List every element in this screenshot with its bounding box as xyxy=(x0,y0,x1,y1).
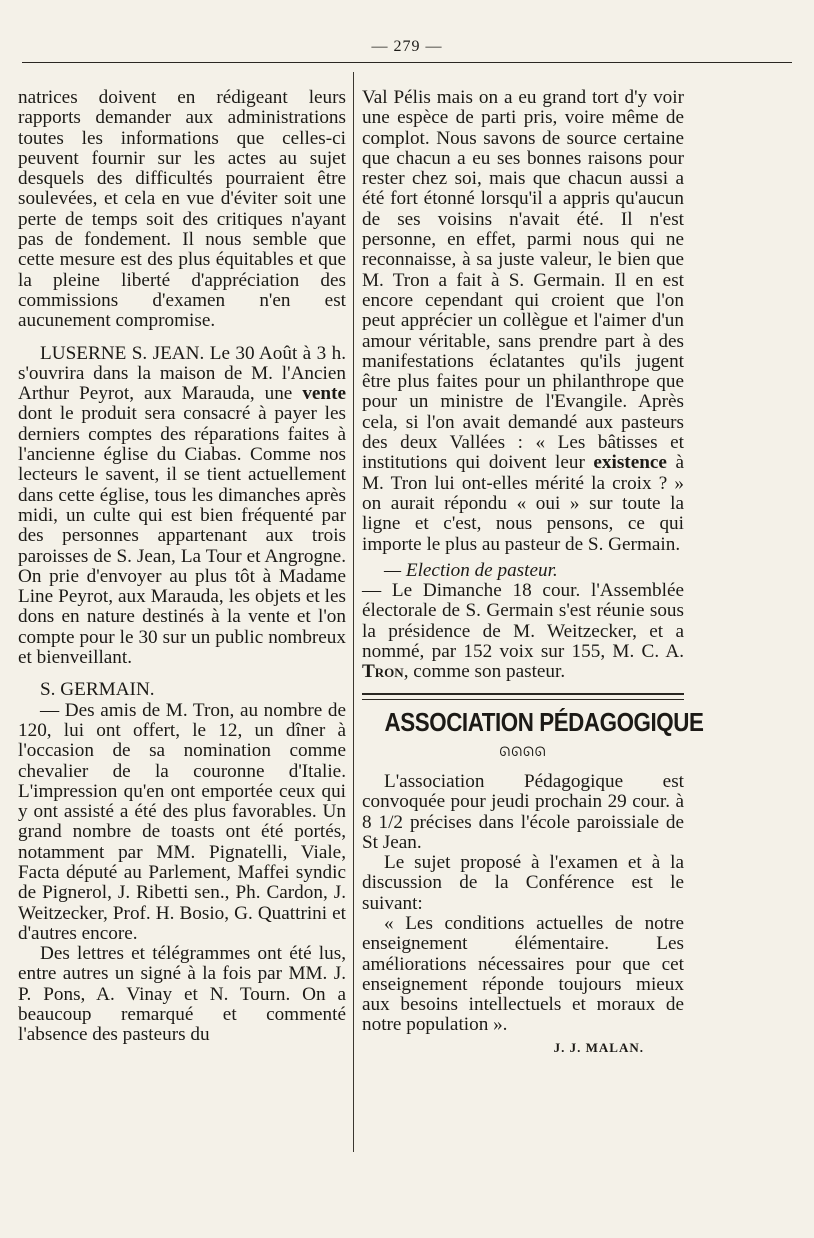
luserne-heading: LUSERNE S. JEAN. xyxy=(40,342,205,364)
header-rule xyxy=(22,62,792,63)
left-column xyxy=(18,88,346,1046)
luserne-bold-word: vente xyxy=(302,383,346,405)
association-paragraph-3: « Les conditions actuelles de notre enseignement élémentaire. Les améliorations nécessaires pour que cet enseignement réponde toujours mieux aux besoins intellectuels et moraux de notre population ». xyxy=(362,912,684,1036)
luserne-text-a: Le 30 Août à 3 h. s'ouvrira dans la maison de M. l'Ancien Arthur Peyrot, aux Marauda, une xyxy=(18,342,346,405)
election-heading: — Election de pasteur. xyxy=(384,559,558,581)
ornament-divider: ᘏᘏᘏᘏ xyxy=(499,743,547,759)
luserne-text-b: dont le produit sera consacré à payer les derniers comptes des réparations faites à l'ancienne église du Ciabas. Comme nos lecteurs le savent, il se tient actuellement dans cette église, tous les dimanches après midi, un culte qui est bien fréquenté par des personnes appartenant aux trois paroisses de S. Jean, La Tour et Angrogne. On prie d'envoyer au plus tôt à Madame Line Peyrot, aux Marauda, les objets et les dons en nature destinés à la vente et l'on compte pour le 30 sur un public nombreux et bienveillant. xyxy=(18,403,346,669)
election-name: Tron xyxy=(362,661,404,683)
right-text-b: à M. Tron lui ont-elles mérité la croix ? » on aurait répondu « oui » sur toute la ligne et c'est, nous pensons, ce qui importe le plus au pasteur de S. Germain. xyxy=(362,452,684,555)
right-column xyxy=(362,87,704,1058)
association-paragraph-1: L'association Pédagogique est convoquée pour jeudi prochain 29 cour. à 8 1/2 précises dans l'école paroissiale de St Jean. xyxy=(362,770,684,853)
continued-paragraph-right xyxy=(362,88,684,555)
association-title: ASSOCIATION PÉDAGOGIQUE xyxy=(384,706,704,737)
election-text xyxy=(362,581,684,682)
election-text-a: — Le Dimanche 18 cour. l'Assemblée électorale de S. Germain s'est réunie sous la présidence de M. Weitzecker, et a nommé, par 152 voix sur 155, M. C. A. xyxy=(362,580,684,663)
germain-heading: S. GERMAIN. xyxy=(40,679,155,701)
section-double-rule xyxy=(362,693,684,700)
column-divider xyxy=(353,72,354,1152)
right-text-a: Val Pélis mais on a eu grand tort d'y voir une espèce de parti pris, voire même de complot. Nous savons de source certaine que chacun a eu ses bonnes raisons pour rester chez soi, mais que chacun aussi a été fort étonné lorsqu'il a appris qu'aucun de ses voisins n'avait été. Il n'est personne, en effet, parmi nous qui ne reconnaisse, à sa juste valeur, le bien que M. Tron a fait à S. Germain. Il en est encore cependant qui croient que l'on peut apprécier un collègue et l'aimer d'un amour véritable, sans prendre part à des manifestations éclatantes qu'ils jugent être plus faites pour un philanthrope que pour un ministre de l'Evangile. Après cela, si l'on avait demandé aux pasteurs des deux Vallées : « Les bâtisses et institutions qui doivent leur xyxy=(362,87,684,474)
signature: J. J. MALAN. xyxy=(553,1039,644,1055)
continued-paragraph-left: natrices doivent en rédigeant leurs rapports demander aux administrations toutes les informations que celles-ci peuvent fournir sur les actes au sujet desquels des difficultés pourraient être soulevées, et cela en vue d'éviter soit une perte de temps soit des critiques n'ayant pas de fondement. Il nous semble que cette mesure est des plus équitables et que la pleine liberté d'appréciation des commissions d'examen n'en est aucunement compromise. xyxy=(18,87,346,332)
luserne-article xyxy=(18,344,346,669)
election-text-b: , comme son pasteur. xyxy=(403,661,566,683)
right-bold-existence: existence xyxy=(593,452,667,474)
association-paragraph-2: Le sujet proposé à l'examen et à la discussion de la Conférence est le suivant: xyxy=(362,852,684,914)
page-number: — 279 — xyxy=(371,38,443,55)
germain-paragraph-2: Des lettres et télégrammes ont été lus, entre autres un signé à la fois par MM. J. P. Pons, A. Vinay et N. Tourn. On a beaucoup remarqué et commenté l'absence des pasteurs du xyxy=(18,943,346,1046)
germain-paragraph-1: — Des amis de M. Tron, au nombre de 120, lui ont offert, le 12, un dîner à l'occasion de sa nomination comme chevalier de la couronne d'Italie. L'impression qu'en ont emportée ceux qui y ont assisté a été des plus favorables. Un grand nombre de toasts ont été portés, notamment par MM. Pignatelli, Viale, Facta député au Parlement, Maffei syndic de Pignerol, J. Ribetti sen., Ph. Cardon, J. Weitzecker, Prof. H. Bosio, G. Quattrini et d'autres encore. xyxy=(18,699,346,944)
